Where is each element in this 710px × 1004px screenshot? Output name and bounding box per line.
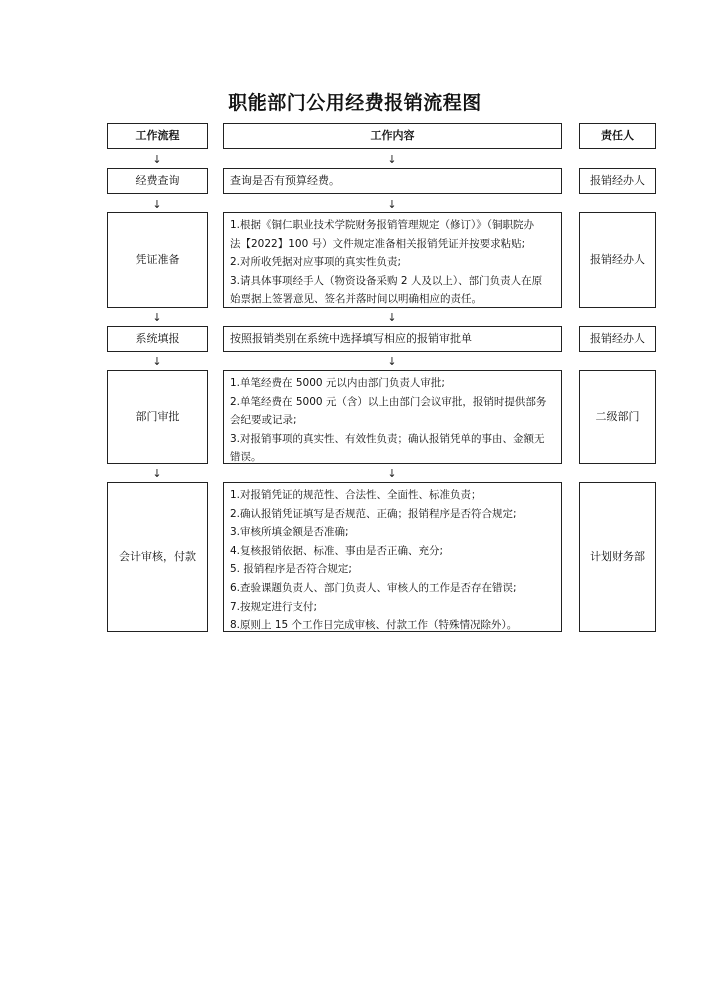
work-content-line: 2.单笔经费在 5000 元（含）以上由部门会议审批，报销时提供部务: [230, 395, 547, 408]
page-title: 职能部门公用经费报销流程图: [228, 92, 482, 114]
header-content: [223, 123, 562, 149]
work-content-line: 法【2022】100 号）文件规定准备相关报销凭证并按要求粘贴;: [230, 237, 526, 250]
down-arrow-icon: ↓: [387, 311, 397, 324]
work-content-voucher-prep: [223, 212, 562, 308]
down-arrow-icon: ↓: [387, 198, 397, 211]
work-content-line: 始票据上签署意见、签名并落时间以明确相应的责任。: [230, 293, 482, 306]
header-flow: [107, 123, 208, 149]
responsible-label: 报销经办人: [590, 174, 645, 187]
work-content-line: 3.对报销事项的真实性、有效性负责；确认报销凭单的事由、金额无: [230, 432, 545, 445]
work-content-accounting-review: [223, 482, 562, 632]
work-content-line: 1.单笔经费在 5000 元以内由部门负责人审批;: [230, 377, 445, 389]
header-responsible-label: 责任人: [601, 129, 634, 142]
header-content-label: 工作内容: [370, 129, 415, 142]
work-content-line: 2.确认报销凭证填写是否规范、正确；报销程序是否符合规定;: [230, 507, 517, 520]
work-content-line: 6.查验课题负责人、部门负责人、审核人的工作是否存在错误;: [230, 581, 517, 594]
work-content-system-entry: [223, 326, 562, 352]
down-arrow-icon: ↓: [387, 153, 397, 166]
work-content-line: 3.审核所填金额是否准确;: [230, 526, 349, 539]
work-content-line: 按照报销类别在系统中选择填写相应的报销审批单: [230, 332, 472, 345]
work-content-line: 错误。: [230, 451, 262, 464]
work-content-line: 2.对所收凭据对应事项的真实性负责;: [230, 256, 402, 269]
down-arrow-icon: ↓: [152, 355, 162, 368]
down-arrow-icon: ↓: [152, 311, 162, 324]
flow-step-label: 经费查询: [135, 174, 180, 187]
responsible-label: 二级部门: [595, 410, 640, 423]
header-flow-label: 工作流程: [135, 129, 180, 142]
work-content-budget-query: [223, 168, 562, 194]
down-arrow-icon: ↓: [387, 467, 397, 480]
work-content-line: 1.根据《铜仁职业技术学院财务报销管理规定（修订）》（铜职院办: [230, 219, 535, 231]
work-content-line: 5. 报销程序是否符合规定;: [230, 563, 352, 576]
responsible-voucher-prep: [579, 212, 656, 308]
responsible-dept-approval: [579, 370, 656, 464]
flow-step-accounting-review: [107, 482, 208, 632]
work-content-line: 查询是否有预算经费。: [230, 174, 340, 187]
flow-step-system-entry: [107, 326, 208, 352]
flow-step-budget-query: [107, 168, 208, 194]
work-content-dept-approval: [223, 370, 562, 464]
flow-step-dept-approval: [107, 370, 208, 464]
work-content-line: 会纪要或记录;: [230, 414, 297, 427]
header-responsible: [579, 123, 656, 149]
flow-step-label: 凭证准备: [135, 253, 180, 266]
responsible-budget-query: [579, 168, 656, 194]
work-content-line: 4.复核报销依据、标准、事由是否正确、充分;: [230, 544, 444, 557]
responsible-system-entry: [579, 326, 656, 352]
responsible-label: 报销经办人: [590, 253, 645, 266]
down-arrow-icon: ↓: [387, 355, 397, 368]
down-arrow-icon: ↓: [152, 153, 162, 166]
flow-step-voucher-prep: [107, 212, 208, 308]
flow-step-label: 系统填报: [135, 332, 180, 345]
flow-step-label: 会计审核，付款: [119, 550, 196, 563]
responsible-label: 计划财务部: [590, 550, 645, 563]
responsible-accounting-review: [579, 482, 656, 632]
down-arrow-icon: ↓: [152, 467, 162, 480]
work-content-line: 1.对报销凭证的规范性、合法性、全面性、标准负责；: [230, 489, 482, 501]
flow-step-label: 部门审批: [135, 410, 180, 423]
work-content-line: 3.请具体事项经手人（物资设备采购 2 人及以上）、部门负责人在原: [230, 274, 543, 287]
down-arrow-icon: ↓: [152, 198, 162, 211]
responsible-label: 报销经办人: [590, 332, 645, 345]
work-content-line: 7.按规定进行支付;: [230, 600, 318, 613]
work-content-line: 8.原则上 15 个工作日完成审核、付款工作（特殊情况除外）。: [230, 619, 518, 632]
